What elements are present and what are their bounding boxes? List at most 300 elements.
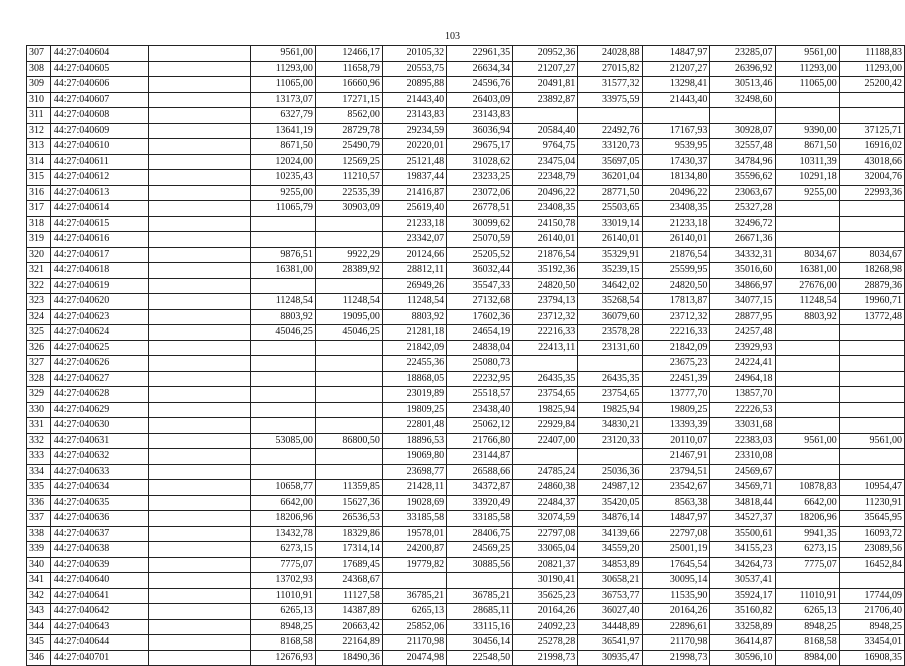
value-cell xyxy=(148,77,250,93)
value-cell: 21207,27 xyxy=(642,61,710,77)
value-cell: 19809,25 xyxy=(642,402,710,418)
value-cell xyxy=(315,418,382,434)
value-cell xyxy=(447,573,513,589)
value-cell: 10658,77 xyxy=(250,480,315,496)
value-cell: 12569,25 xyxy=(315,154,382,170)
value-cell xyxy=(148,526,250,542)
table-row xyxy=(27,511,905,527)
value-cell: 12676,93 xyxy=(250,650,315,666)
value-cell: 32557,48 xyxy=(710,139,775,155)
value-cell: 22451,39 xyxy=(642,371,710,387)
value-cell: 25070,59 xyxy=(447,232,513,248)
value-cell: 6273,15 xyxy=(775,542,839,558)
value-cell: 36032,44 xyxy=(447,263,513,279)
cadastral-id-cell: 44:27:040611 xyxy=(50,154,148,170)
table-row xyxy=(27,573,905,589)
value-cell xyxy=(775,232,839,248)
value-cell: 31577,32 xyxy=(578,77,642,93)
value-cell: 33115,16 xyxy=(447,619,513,635)
value-cell: 36079,60 xyxy=(578,309,642,325)
value-cell: 8803,92 xyxy=(775,309,839,325)
value-cell: 27015,82 xyxy=(578,61,642,77)
value-cell: 19825,94 xyxy=(578,402,642,418)
table-row xyxy=(27,108,905,124)
value-cell: 22413,11 xyxy=(513,340,578,356)
value-cell: 20491,81 xyxy=(513,77,578,93)
row-number-cell: 320 xyxy=(27,247,51,263)
value-cell xyxy=(148,232,250,248)
value-cell: 34332,31 xyxy=(710,247,775,263)
value-cell xyxy=(148,216,250,232)
value-cell: 13298,41 xyxy=(642,77,710,93)
table-row xyxy=(27,418,905,434)
value-cell: 25518,57 xyxy=(447,387,513,403)
value-cell: 28406,75 xyxy=(447,526,513,542)
value-cell: 21766,80 xyxy=(447,433,513,449)
value-cell: 34818,44 xyxy=(710,495,775,511)
cadastral-id-cell: 44:27:040640 xyxy=(50,573,148,589)
value-cell xyxy=(148,61,250,77)
cadastral-id-cell: 44:27:040638 xyxy=(50,542,148,558)
value-cell: 17744,09 xyxy=(839,588,904,604)
value-cell: 16381,00 xyxy=(250,263,315,279)
value-cell xyxy=(839,340,904,356)
value-cell xyxy=(250,402,315,418)
cadastral-id-cell: 44:27:040617 xyxy=(50,247,148,263)
value-cell: 30099,62 xyxy=(447,216,513,232)
value-cell xyxy=(315,387,382,403)
value-cell: 27132,68 xyxy=(447,294,513,310)
value-cell xyxy=(250,449,315,465)
value-cell: 30903,09 xyxy=(315,201,382,217)
cadastral-id-cell: 44:27:040618 xyxy=(50,263,148,279)
value-cell: 24820,50 xyxy=(513,278,578,294)
value-cell: 18206,96 xyxy=(250,511,315,527)
value-cell: 6265,13 xyxy=(250,604,315,620)
value-cell: 22164,89 xyxy=(315,635,382,651)
value-cell: 25036,36 xyxy=(578,464,642,480)
row-number-cell: 327 xyxy=(27,356,51,372)
value-cell: 9539,95 xyxy=(642,139,710,155)
value-cell: 19779,82 xyxy=(382,557,446,573)
value-cell xyxy=(148,495,250,511)
value-cell xyxy=(775,573,839,589)
value-cell: 19578,01 xyxy=(382,526,446,542)
value-cell: 34264,73 xyxy=(710,557,775,573)
table-row xyxy=(27,340,905,356)
value-cell: 23310,08 xyxy=(710,449,775,465)
value-cell xyxy=(839,92,904,108)
value-cell: 11359,85 xyxy=(315,480,382,496)
value-cell: 35625,23 xyxy=(513,588,578,604)
value-cell: 17271,15 xyxy=(315,92,382,108)
value-cell: 22407,00 xyxy=(513,433,578,449)
row-number-cell: 311 xyxy=(27,108,51,124)
value-cell: 20821,37 xyxy=(513,557,578,573)
value-cell: 20164,26 xyxy=(642,604,710,620)
value-cell: 26403,09 xyxy=(447,92,513,108)
value-cell: 10291,18 xyxy=(775,170,839,186)
value-cell: 34866,97 xyxy=(710,278,775,294)
value-cell: 37125,71 xyxy=(839,123,904,139)
value-cell: 24654,19 xyxy=(447,325,513,341)
value-cell: 28729,78 xyxy=(315,123,382,139)
value-cell: 22484,37 xyxy=(513,495,578,511)
value-cell: 34527,37 xyxy=(710,511,775,527)
value-cell: 11658,79 xyxy=(315,61,382,77)
value-cell: 26435,35 xyxy=(578,371,642,387)
value-cell xyxy=(148,573,250,589)
table-row xyxy=(27,449,905,465)
value-cell: 9764,75 xyxy=(513,139,578,155)
value-cell: 30456,14 xyxy=(447,635,513,651)
value-cell xyxy=(775,216,839,232)
value-cell: 25619,40 xyxy=(382,201,446,217)
value-cell: 21416,87 xyxy=(382,185,446,201)
value-cell xyxy=(148,46,250,62)
row-number-cell: 324 xyxy=(27,309,51,325)
row-number-cell: 345 xyxy=(27,635,51,651)
value-cell: 32496,72 xyxy=(710,216,775,232)
row-number-cell: 325 xyxy=(27,325,51,341)
value-cell xyxy=(513,108,578,124)
value-cell: 8948,25 xyxy=(839,619,904,635)
value-cell: 23089,56 xyxy=(839,542,904,558)
value-cell: 20474,98 xyxy=(382,650,446,666)
value-cell: 14847,97 xyxy=(642,511,710,527)
value-cell: 17314,14 xyxy=(315,542,382,558)
value-cell: 23475,04 xyxy=(513,154,578,170)
value-cell: 24785,24 xyxy=(513,464,578,480)
row-number-cell: 331 xyxy=(27,418,51,434)
table-row xyxy=(27,557,905,573)
value-cell xyxy=(775,418,839,434)
value-cell xyxy=(148,604,250,620)
value-cell xyxy=(148,247,250,263)
row-number-cell: 319 xyxy=(27,232,51,248)
value-cell: 22535,39 xyxy=(315,185,382,201)
value-cell: 25062,12 xyxy=(447,418,513,434)
value-cell: 23712,32 xyxy=(642,309,710,325)
value-cell: 23063,67 xyxy=(710,185,775,201)
value-cell: 22961,35 xyxy=(447,46,513,62)
table-row xyxy=(27,201,905,217)
cadastral-id-cell: 44:27:040625 xyxy=(50,340,148,356)
value-cell xyxy=(148,371,250,387)
value-cell xyxy=(839,201,904,217)
value-cell: 6273,15 xyxy=(250,542,315,558)
table-row xyxy=(27,542,905,558)
value-cell: 16093,72 xyxy=(839,526,904,542)
value-cell xyxy=(148,185,250,201)
value-cell: 9561,00 xyxy=(250,46,315,62)
value-cell: 35697,05 xyxy=(578,154,642,170)
table-row xyxy=(27,635,905,651)
row-number-cell: 338 xyxy=(27,526,51,542)
value-cell xyxy=(315,449,382,465)
value-cell: 8948,25 xyxy=(775,619,839,635)
row-number-cell: 340 xyxy=(27,557,51,573)
value-cell: 21443,40 xyxy=(382,92,446,108)
value-cell: 9255,00 xyxy=(775,185,839,201)
value-cell xyxy=(148,154,250,170)
value-cell: 24838,04 xyxy=(447,340,513,356)
value-cell: 22226,53 xyxy=(710,402,775,418)
value-cell xyxy=(578,356,642,372)
value-cell: 35016,60 xyxy=(710,263,775,279)
value-cell xyxy=(148,588,250,604)
value-cell: 21876,54 xyxy=(513,247,578,263)
value-cell xyxy=(775,402,839,418)
value-cell: 33185,58 xyxy=(382,511,446,527)
value-cell: 19837,44 xyxy=(382,170,446,186)
row-number-cell: 326 xyxy=(27,340,51,356)
value-cell: 22348,79 xyxy=(513,170,578,186)
value-cell: 11293,00 xyxy=(250,61,315,77)
cadastral-id-cell: 44:27:040631 xyxy=(50,433,148,449)
value-cell: 21207,27 xyxy=(513,61,578,77)
table-row xyxy=(27,294,905,310)
value-cell: 11248,54 xyxy=(315,294,382,310)
value-cell xyxy=(315,356,382,372)
row-number-cell: 310 xyxy=(27,92,51,108)
cadastral-id-cell: 44:27:040628 xyxy=(50,387,148,403)
cadastral-id-cell: 44:27:040636 xyxy=(50,511,148,527)
value-cell: 25852,06 xyxy=(382,619,446,635)
row-number-cell: 334 xyxy=(27,464,51,480)
value-cell: 17645,54 xyxy=(642,557,710,573)
value-cell xyxy=(148,433,250,449)
table-row xyxy=(27,139,905,155)
value-cell: 16660,96 xyxy=(315,77,382,93)
value-cell: 24092,23 xyxy=(513,619,578,635)
value-cell: 8034,67 xyxy=(775,247,839,263)
value-cell: 24257,48 xyxy=(710,325,775,341)
table-row xyxy=(27,526,905,542)
value-cell: 34569,71 xyxy=(710,480,775,496)
value-cell xyxy=(148,480,250,496)
value-cell: 35192,36 xyxy=(513,263,578,279)
value-cell xyxy=(775,92,839,108)
value-cell: 34372,87 xyxy=(447,480,513,496)
value-cell xyxy=(148,387,250,403)
value-cell xyxy=(148,278,250,294)
value-cell: 23754,65 xyxy=(513,387,578,403)
value-cell xyxy=(315,371,382,387)
value-cell xyxy=(315,402,382,418)
value-cell xyxy=(148,325,250,341)
value-cell: 11230,91 xyxy=(839,495,904,511)
value-cell: 23712,32 xyxy=(513,309,578,325)
value-cell xyxy=(578,108,642,124)
value-cell: 8671,50 xyxy=(250,139,315,155)
value-cell: 35924,17 xyxy=(710,588,775,604)
row-number-cell: 333 xyxy=(27,449,51,465)
table-row xyxy=(27,464,905,480)
value-cell: 33019,14 xyxy=(578,216,642,232)
value-cell xyxy=(148,309,250,325)
cadastral-id-cell: 44:27:040644 xyxy=(50,635,148,651)
row-number-cell: 314 xyxy=(27,154,51,170)
row-number-cell: 346 xyxy=(27,650,51,666)
row-number-cell: 343 xyxy=(27,604,51,620)
cadastral-id-cell: 44:27:040613 xyxy=(50,185,148,201)
value-cell: 17430,37 xyxy=(642,154,710,170)
value-cell: 33120,73 xyxy=(578,139,642,155)
table-row xyxy=(27,309,905,325)
value-cell: 6642,00 xyxy=(250,495,315,511)
value-cell: 23542,67 xyxy=(642,480,710,496)
value-cell xyxy=(839,371,904,387)
cadastral-id-cell: 44:27:040614 xyxy=(50,201,148,217)
cadastral-id-cell: 44:27:040610 xyxy=(50,139,148,155)
value-cell: 19028,69 xyxy=(382,495,446,511)
value-cell xyxy=(250,340,315,356)
value-cell: 14847,97 xyxy=(642,46,710,62)
row-number-cell: 322 xyxy=(27,278,51,294)
value-cell: 21467,91 xyxy=(642,449,710,465)
cadastral-id-cell: 44:27:040604 xyxy=(50,46,148,62)
value-cell: 16916,02 xyxy=(839,139,904,155)
value-cell: 23120,33 xyxy=(578,433,642,449)
value-cell xyxy=(148,263,250,279)
value-cell: 20124,66 xyxy=(382,247,446,263)
row-number-cell: 308 xyxy=(27,61,51,77)
row-number-cell: 329 xyxy=(27,387,51,403)
value-cell xyxy=(250,464,315,480)
value-cell: 10235,43 xyxy=(250,170,315,186)
value-cell: 11248,54 xyxy=(250,294,315,310)
value-cell: 21443,40 xyxy=(642,92,710,108)
value-cell: 21170,98 xyxy=(382,635,446,651)
table-body xyxy=(27,46,905,666)
value-cell: 19825,94 xyxy=(513,402,578,418)
row-number-cell: 312 xyxy=(27,123,51,139)
value-cell: 36541,97 xyxy=(578,635,642,651)
value-cell: 30928,07 xyxy=(710,123,775,139)
value-cell: 24860,38 xyxy=(513,480,578,496)
value-cell: 8562,00 xyxy=(315,108,382,124)
value-cell: 20553,75 xyxy=(382,61,446,77)
value-cell: 11065,00 xyxy=(775,77,839,93)
value-cell: 35329,91 xyxy=(578,247,642,263)
value-cell: 35500,61 xyxy=(710,526,775,542)
value-cell: 34642,02 xyxy=(578,278,642,294)
value-cell xyxy=(315,464,382,480)
value-cell: 33065,04 xyxy=(513,542,578,558)
value-cell: 35596,62 xyxy=(710,170,775,186)
value-cell: 31028,62 xyxy=(447,154,513,170)
value-cell: 33454,01 xyxy=(839,635,904,651)
value-cell: 20496,22 xyxy=(513,185,578,201)
table-row xyxy=(27,185,905,201)
value-cell: 34559,20 xyxy=(578,542,642,558)
value-cell: 18268,98 xyxy=(839,263,904,279)
table-row xyxy=(27,495,905,511)
value-cell: 23019,89 xyxy=(382,387,446,403)
value-cell xyxy=(148,170,250,186)
cadastral-id-cell: 44:27:040607 xyxy=(50,92,148,108)
value-cell: 23143,83 xyxy=(382,108,446,124)
value-cell: 22993,36 xyxy=(839,185,904,201)
row-number-cell: 321 xyxy=(27,263,51,279)
value-cell: 26140,01 xyxy=(513,232,578,248)
value-cell: 24987,12 xyxy=(578,480,642,496)
value-cell: 24368,67 xyxy=(315,573,382,589)
value-cell xyxy=(315,216,382,232)
value-cell: 14387,89 xyxy=(315,604,382,620)
value-cell xyxy=(148,201,250,217)
value-cell: 25599,95 xyxy=(642,263,710,279)
row-number-cell: 323 xyxy=(27,294,51,310)
cadastral-id-cell: 44:27:040615 xyxy=(50,216,148,232)
value-cell xyxy=(148,294,250,310)
table-row xyxy=(27,263,905,279)
cadastral-id-cell: 44:27:040626 xyxy=(50,356,148,372)
row-number-cell: 336 xyxy=(27,495,51,511)
value-cell: 20496,22 xyxy=(642,185,710,201)
row-number-cell: 307 xyxy=(27,46,51,62)
cadastral-id-cell: 44:27:040619 xyxy=(50,278,148,294)
value-cell: 23892,87 xyxy=(513,92,578,108)
value-cell xyxy=(148,449,250,465)
value-cell: 20220,01 xyxy=(382,139,446,155)
value-cell xyxy=(839,216,904,232)
value-cell xyxy=(839,402,904,418)
table-row xyxy=(27,61,905,77)
value-cell: 36036,94 xyxy=(447,123,513,139)
value-cell xyxy=(775,340,839,356)
value-cell: 23131,60 xyxy=(578,340,642,356)
value-cell xyxy=(250,418,315,434)
value-cell: 11010,91 xyxy=(250,588,315,604)
value-cell: 20663,42 xyxy=(315,619,382,635)
value-cell: 30935,47 xyxy=(578,650,642,666)
value-cell: 22801,48 xyxy=(382,418,446,434)
value-cell: 32004,76 xyxy=(839,170,904,186)
value-cell: 45046,25 xyxy=(315,325,382,341)
value-cell: 20895,88 xyxy=(382,77,446,93)
value-cell: 22216,33 xyxy=(642,325,710,341)
value-cell xyxy=(839,387,904,403)
value-cell: 29234,59 xyxy=(382,123,446,139)
cadastral-id-cell: 44:27:040701 xyxy=(50,650,148,666)
value-cell: 9561,00 xyxy=(839,433,904,449)
value-cell: 6642,00 xyxy=(775,495,839,511)
value-cell: 16381,00 xyxy=(775,263,839,279)
cadastral-value-table xyxy=(26,45,905,666)
cadastral-id-cell: 44:27:040609 xyxy=(50,123,148,139)
cadastral-id-cell: 44:27:040635 xyxy=(50,495,148,511)
cadastral-id-cell: 44:27:040630 xyxy=(50,418,148,434)
row-number-cell: 317 xyxy=(27,201,51,217)
value-cell: 86800,50 xyxy=(315,433,382,449)
cadastral-id-cell: 44:27:040608 xyxy=(50,108,148,124)
value-cell: 28771,50 xyxy=(578,185,642,201)
value-cell: 28685,11 xyxy=(447,604,513,620)
value-cell: 8803,92 xyxy=(250,309,315,325)
table-row xyxy=(27,216,905,232)
value-cell: 35239,15 xyxy=(578,263,642,279)
value-cell: 12024,00 xyxy=(250,154,315,170)
value-cell xyxy=(148,635,250,651)
table-row xyxy=(27,154,905,170)
table-row xyxy=(27,604,905,620)
value-cell: 16452,84 xyxy=(839,557,904,573)
value-cell xyxy=(148,340,250,356)
value-cell: 20584,40 xyxy=(513,123,578,139)
value-cell: 11248,54 xyxy=(382,294,446,310)
